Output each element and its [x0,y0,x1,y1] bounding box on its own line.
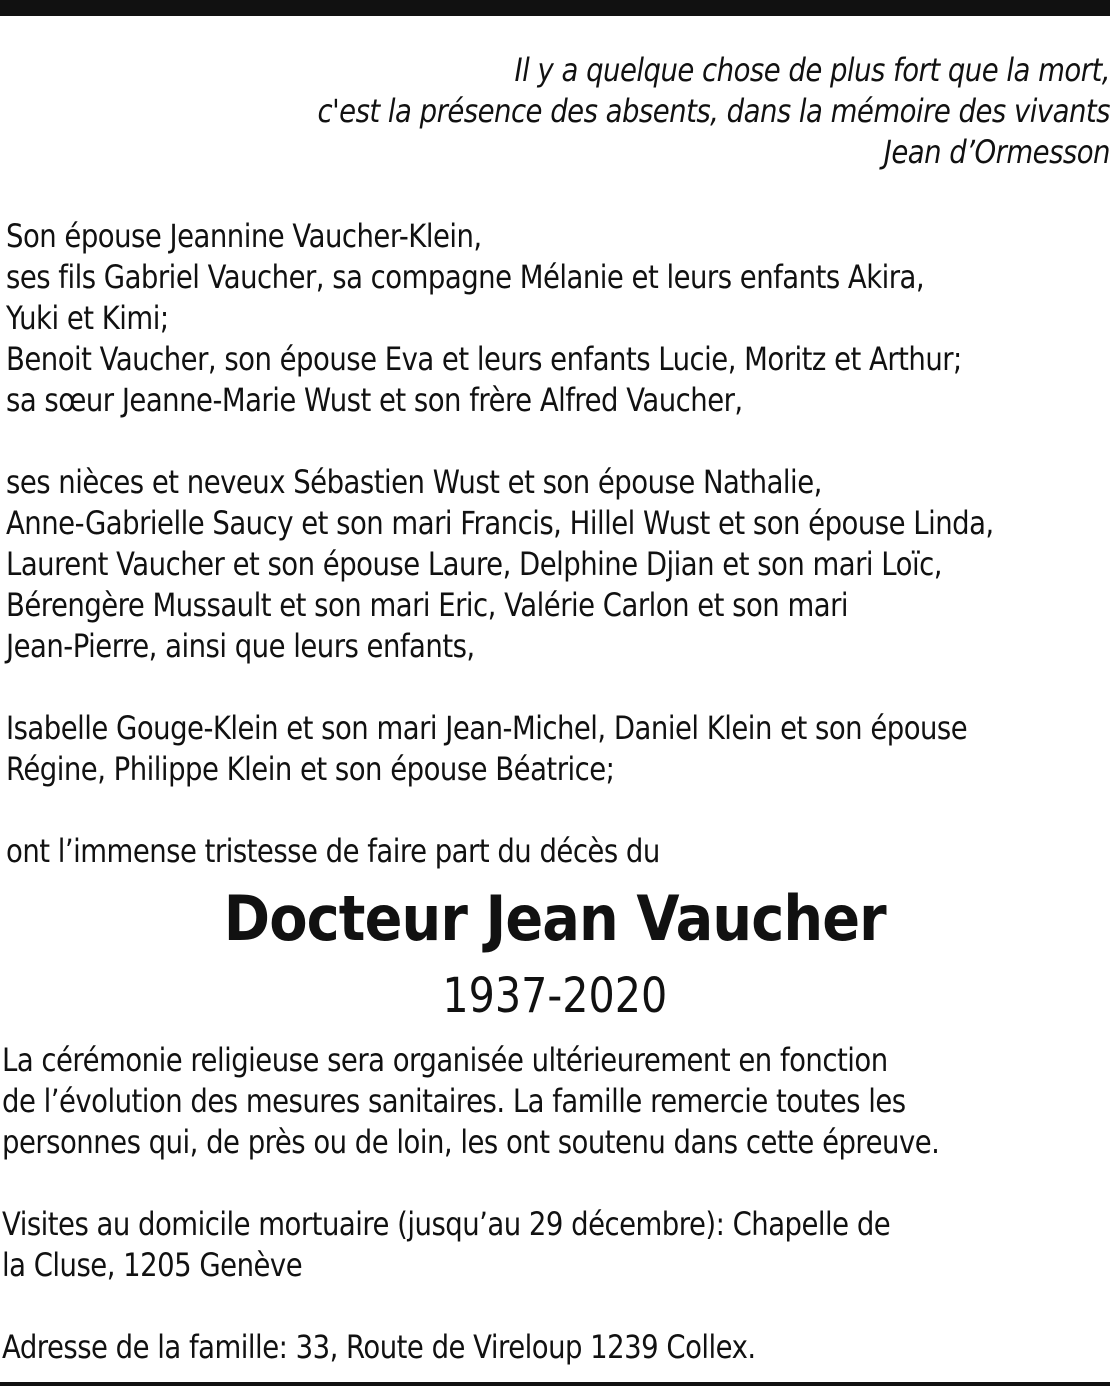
family-paragraph [6,708,1110,790]
text-line: ses fils Gabriel Vaucher, sa compagne Mélanie et leurs enfants Akira, [6,258,925,296]
ceremony-details [2,1040,1110,1368]
family-paragraph [6,462,1110,667]
top-border-rule [0,0,1110,16]
quote-line: c'est la présence des absents, dans la mémoire des vivants [317,92,1110,130]
text-line: Laurent Vaucher et son épouse Laure, Delphine Djian et son mari Loïc, [6,545,942,583]
text-line: ont l’immense tristesse de faire part du décès du [6,832,660,870]
text-line: personnes qui, de près ou de loin, les ont soutenu dans cette épreuve. [2,1123,940,1161]
text-line: Adresse de la famille: 33, Route de Vireloup 1239 Collex. [2,1328,756,1366]
text-line: Visites au domicile mortuaire (jusqu’au 29 décembre): Chapelle de [2,1205,891,1243]
text-line: Yuki et Kimi; [6,299,169,337]
deceased-name-text: Docteur Jean Vaucher [223,882,887,955]
text-line: Anne-Gabrielle Saucy et son mari Francis, Hillel Wust et son épouse Linda, [6,504,994,542]
text-line: ses nièces et neveux Sébastien Wust et son épouse Nathalie, [6,463,822,501]
details-paragraph [2,1327,1110,1368]
text-line: Bérengère Mussault et son mari Eric, Valérie Carlon et son mari [6,586,849,624]
text-line: sa sœur Jeanne-Marie Wust et son frère Alfred Vaucher, [6,381,743,419]
text-line: Jean-Pierre, ainsi que leurs enfants, [6,627,475,665]
text-line: Benoit Vaucher, son épouse Eva et leurs enfants Lucie, Moritz et Arthur; [6,340,962,378]
deceased-years-text: 1937-2020 [442,968,668,1024]
text-line: Régine, Philippe Klein et son épouse Béatrice; [6,750,615,788]
text-line: la Cluse, 1205 Genève [2,1246,303,1284]
details-paragraph [2,1040,1110,1163]
family-paragraph [6,216,1110,421]
quote-line: Il y a quelque chose de plus fort que la mort, [514,51,1110,89]
family-announcement [6,216,1110,872]
text-line: de l’évolution des mesures sanitaires. La famille remercie toutes les [2,1082,906,1120]
text-line: Isabelle Gouge-Klein et son mari Jean-Michel, Daniel Klein et son épouse [6,709,968,747]
details-paragraph [2,1204,1110,1286]
text-line: Son épouse Jeannine Vaucher-Klein, [6,217,482,255]
deceased-name [0,882,1110,956]
deceased-years [0,966,1110,1026]
text-line: La cérémonie religieuse sera organisée ultérieurement en fonction [2,1041,888,1079]
family-paragraph [6,831,1110,872]
quote-author: Jean d’Ormesson [883,133,1110,171]
bottom-border-rule [0,1382,1110,1386]
epigraph-quote [164,50,1110,173]
